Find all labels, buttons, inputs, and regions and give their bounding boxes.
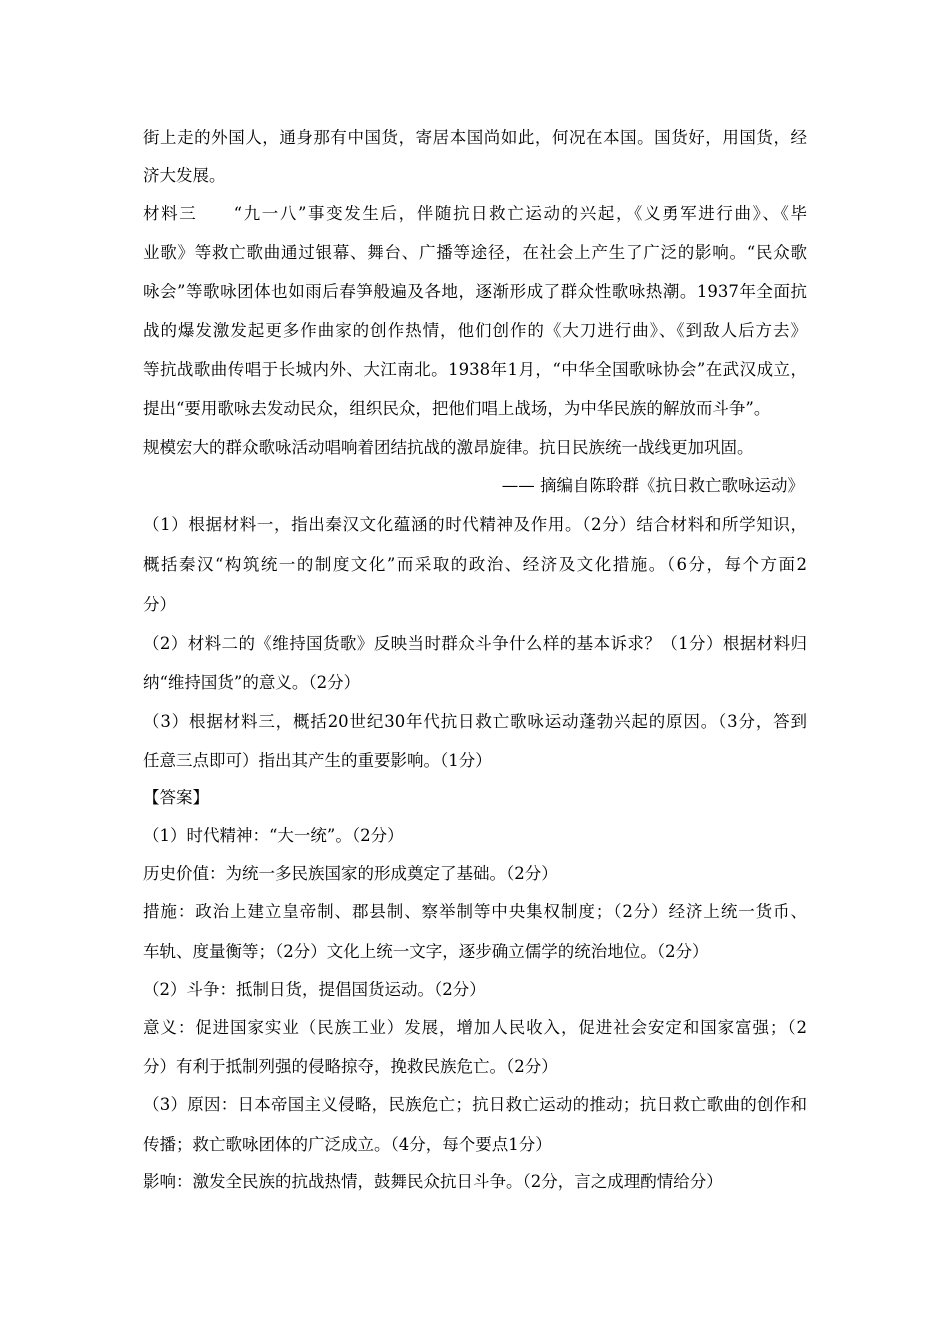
answer-line: 意义：促进国家实业（民族工业）发展，增加人民收入，促进社会安定和国家富强；（2 bbox=[143, 1018, 807, 1037]
question-line: 纳“维持国货”的意义。（2分） bbox=[143, 673, 361, 692]
answer-heading: 【答案】 bbox=[143, 788, 209, 807]
question-line: 分） bbox=[143, 595, 176, 614]
text-line: 材料三 “九一八”事变发生后，伴随抗日救亡运动的兴起，《义勇军进行曲》、《毕 bbox=[143, 204, 807, 223]
question-line: 任意三点即可）指出其产生的重要影响。（1分） bbox=[143, 751, 492, 770]
text-line: 业歌》等救亡歌曲通过银幕、舞台、广播等途径，在社会上产生了广泛的影响。“民众歌 bbox=[143, 243, 807, 262]
text-line: 等抗战歌曲传唱于长城内外、大江南北。1938年1月，“中华全国歌咏协会”在武汉成立， bbox=[143, 360, 807, 379]
question-line: （2）材料二的《维持国货歌》反映当时群众斗争什么样的基本诉求？（1分）根据材料归 bbox=[143, 634, 807, 653]
answer-line: （2）斗争：抵制日货，提倡国货运动。（2分） bbox=[143, 980, 486, 999]
question-line: （3）根据材料三，概括20世纪30年代抗日救亡歌咏运动蓬勃兴起的原因。（3分，答到 bbox=[143, 712, 807, 731]
answer-line: 影响：激发全民族的抗战热情，鼓舞民众抗日斗争。（2分，言之成理酌情给分） bbox=[143, 1172, 723, 1191]
text-line: 街上走的外国人，通身那有中国货，寄居本国尚如此，何况在本国。国货好，用国货，经 bbox=[143, 128, 807, 147]
answer-line: （1）时代精神：“大一统”。（2分） bbox=[143, 826, 404, 845]
text-line: 战的爆发激发起更多作曲家的创作热情，他们创作的《大刀进行曲》、《到敌人后方去》 bbox=[143, 321, 807, 340]
text-line: 提出“要用歌咏去发动民众，组织民众，把他们唱上战场，为中华民族的解放而斗争”。 bbox=[143, 399, 771, 418]
answer-line: 历史价值：为统一多民族国家的形成奠定了基础。（2分） bbox=[143, 864, 558, 883]
answer-line: 传播；救亡歌咏团体的广泛成立。（4分，每个要点1分） bbox=[143, 1135, 552, 1154]
text-line: 咏会”等歌咏团体也如雨后春笋般遍及各地，逐渐形成了群众性歌咏热潮。1937年全面抗 bbox=[143, 282, 807, 301]
answer-line: 措施：政治上建立皇帝制、郡县制、察举制等中央集权制度；（2分）经济上统一货币、 bbox=[143, 902, 807, 921]
question-line: （1）根据材料一，指出秦汉文化蕴涵的时代精神及作用。（2分）结合材料和所学知识， bbox=[143, 515, 807, 534]
answer-line: （3）原因：日本帝国主义侵略，民族危亡；抗日救亡运动的推动；抗日救亡歌曲的创作和 bbox=[143, 1095, 807, 1114]
question-line: 概括秦汉“构筑统一的制度文化”而采取的政治、经济及文化措施。（6分，每个方面2 bbox=[143, 555, 807, 574]
answer-line: 车轨、度量衡等；（2分）文化上统一文字，逐步确立儒学的统治地位。（2分） bbox=[143, 942, 709, 961]
source-citation: —— 摘编自陈聆群《抗日救亡歌咏运动》 bbox=[501, 476, 804, 495]
answer-line: 分）有利于抵制列强的侵略掠夺，挽救民族危亡。（2分） bbox=[143, 1057, 558, 1076]
text-line: 济大发展。 bbox=[143, 166, 226, 185]
text-line: 规模宏大的群众歌咏活动唱响着团结抗战的激昂旋律。抗日民族统一战线更加巩固。 bbox=[143, 438, 754, 457]
